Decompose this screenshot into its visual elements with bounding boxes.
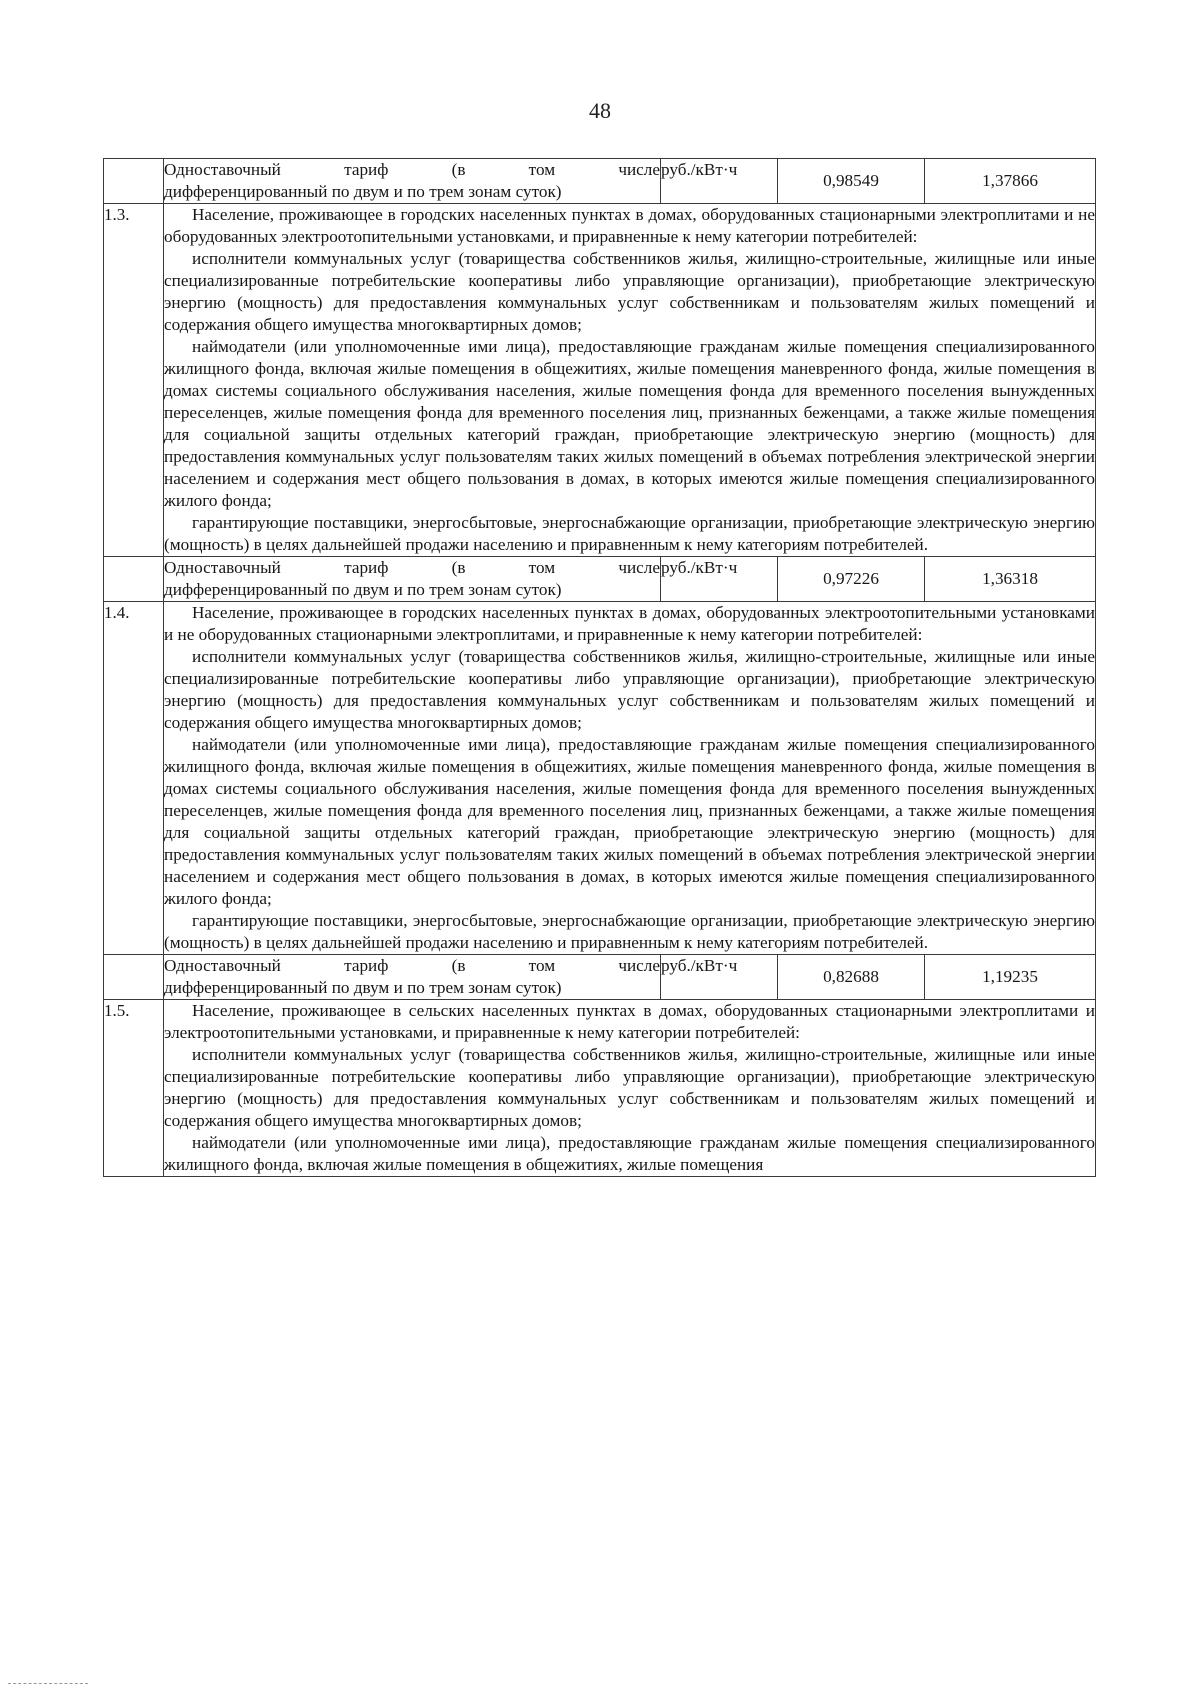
- word: Одноставочный: [164, 956, 281, 975]
- word: числе: [618, 956, 660, 975]
- value-cell: [778, 159, 925, 204]
- section-number: 1.3.: [104, 204, 164, 557]
- tariff-name-line2: дифференцированный по двум и по трем зонам суток): [164, 978, 562, 997]
- unit-cell: руб./кВт·ч: [661, 955, 778, 1000]
- tariff-name-line2: дифференцированный по двум и по трем зонам суток): [164, 182, 562, 201]
- value-cell: [778, 955, 925, 1000]
- section-row: [104, 204, 1096, 557]
- value: 0,97226: [823, 569, 879, 588]
- value: 0,82688: [823, 967, 879, 986]
- paragraph: Население, проживающее в городских населенных пунктах в домах, оборудованных электроотопительными установками и не оборудованных стационарными электроплитами, и приравненные к нему категории потребителей:: [164, 603, 1095, 644]
- value: 1,19235: [982, 967, 1038, 986]
- value: 1,37866: [982, 171, 1038, 190]
- unit-cell: руб./кВт·ч: [661, 159, 778, 204]
- word: (в: [451, 558, 466, 577]
- word: тариф: [344, 160, 389, 179]
- page-number: 48: [589, 98, 611, 123]
- number-cell-empty: [104, 955, 164, 1000]
- value-cell: [778, 557, 925, 602]
- paragraph: исполнители коммунальных услуг (товарищества собственников жилья, жилищно-строительные, жилищные или иные специализированные потребительские кооперативы либо управляющие организации), приобретающие электрическую энергию (мощность) для предоставления коммунальных услуг собственникам и пользователям жилых помещений и содержания общего имущества многоквартирных домов;: [164, 647, 1095, 732]
- section-description: [164, 602, 1096, 955]
- tariff-name-line1: [164, 955, 660, 977]
- word: тариф: [344, 558, 389, 577]
- tariff-row: [104, 159, 1096, 204]
- value-cell: [925, 557, 1096, 602]
- section-row: [104, 602, 1096, 955]
- value-cell: [925, 159, 1096, 204]
- tariff-row: [104, 557, 1096, 602]
- paragraph: наймодатели (или уполномоченные ими лица), предоставляющие гражданам жилые помещения специализированного жилищного фонда, включая жилые помещения в общежитиях, жилые помещения маневренного фонда, жилые помещения в домах системы социального обслуживания населения, жилые помещения фонда для временного поселения вынужденных переселенцев, жилые помещения фонда для временного поселения лиц, признанных беженцами, а также жилые помещения для социальной защиты отдельных категорий граждан, приобретающие электрическую энергию (мощность) для предоставления коммунальных услуг пользователям таких жилых помещений в объемах потребления электрической энергии населением и содержания мест общего пользования в домах, в которых имеются жилые помещения специализированного жилого фонда;: [164, 735, 1095, 908]
- word: числе: [618, 558, 660, 577]
- section-row: [104, 1000, 1096, 1177]
- paragraph: исполнители коммунальных услуг (товарищества собственников жилья, жилищно-строительные, жилищные или иные специализированные потребительские кооперативы либо управляющие организации), приобретающие электрическую энергию (мощность) для предоставления коммунальных услуг собственникам и пользователям жилых помещений и содержания общего имущества многоквартирных домов;: [164, 249, 1095, 334]
- word: (в: [451, 956, 466, 975]
- paragraph: наймодатели (или уполномоченные ими лица), предоставляющие гражданам жилые помещения специализированного жилищного фонда, включая жилые помещения в общежитиях, жилые помещения маневренного фонда, жилые помещения в домах системы социального обслуживания населения, жилые помещения фонда для временного поселения вынужденных переселенцев, жилые помещения фонда для временного поселения лиц, признанных беженцами, а также жилые помещения для социальной защиты отдельных категорий граждан, приобретающие электрическую энергию (мощность) для предоставления коммунальных услуг пользователям таких жилых помещений в объемах потребления электрической энергии населением и содержания мест общего пользования в домах, в которых имеются жилые помещения специализированного жилого фонда;: [164, 337, 1095, 510]
- section-description: [164, 204, 1096, 557]
- paragraph: наймодатели (или уполномоченные ими лица), предоставляющие гражданам жилые помещения специализированного жилищного фонда, включая жилые помещения в общежитиях, жилые помещения: [164, 1133, 1095, 1174]
- word: Одноставочный: [164, 160, 281, 179]
- section-number: 1.4.: [104, 602, 164, 955]
- word: том: [528, 160, 556, 179]
- value: 1,36318: [982, 569, 1038, 588]
- paragraph: гарантирующие поставщики, энергосбытовые, энергоснабжающие организации, приобретающие электрическую энергию (мощность) в целях дальнейшей продажи населению и приравненным к нему категориям потребителей.: [164, 911, 1095, 952]
- tariff-row: [104, 955, 1096, 1000]
- tariff-name-line1: [164, 557, 660, 579]
- tariff-name: [164, 955, 661, 1000]
- unit-cell: руб./кВт·ч: [661, 557, 778, 602]
- paragraph: исполнители коммунальных услуг (товарищества собственников жилья, жилищно-строительные, жилищные или иные специализированные потребительские кооперативы либо управляющие организации), приобретающие электрическую энергию (мощность) для предоставления коммунальных услуг собственникам и пользователям жилых помещений и содержания общего имущества многоквартирных домов;: [164, 1045, 1095, 1130]
- word: том: [528, 956, 556, 975]
- section-description: [164, 1000, 1096, 1177]
- scan-artifact-line: [8, 1683, 88, 1685]
- value-cell: [925, 955, 1096, 1000]
- paragraph: гарантирующие поставщики, энергосбытовые, энергоснабжающие организации, приобретающие электрическую энергию (мощность) в целях дальнейшей продажи населению и приравненным к нему категориям потребителей.: [164, 513, 1095, 554]
- number-cell-empty: [104, 159, 164, 204]
- section-number: 1.5.: [104, 1000, 164, 1177]
- word: тариф: [344, 956, 389, 975]
- tariff-name-line1: [164, 159, 660, 181]
- tariff-table: [103, 158, 1096, 1177]
- paragraph: Население, проживающее в сельских населенных пунктах в домах, оборудованных стационарными электроплитами и электроотопительными установками, и приравненные к нему категории потребителей:: [164, 1001, 1095, 1042]
- word: том: [528, 558, 556, 577]
- word: (в: [451, 160, 466, 179]
- tariff-name-line2: дифференцированный по двум и по трем зонам суток): [164, 580, 562, 599]
- tariff-name: [164, 159, 661, 204]
- word: Одноставочный: [164, 558, 281, 577]
- number-cell-empty: [104, 557, 164, 602]
- paragraph: Население, проживающее в городских населенных пунктах в домах, оборудованных стационарными электроплитами и не оборудованных электроотопительными установками, и приравненные к нему категории потребителей:: [164, 205, 1095, 246]
- tariff-name: [164, 557, 661, 602]
- value: 0,98549: [823, 171, 879, 190]
- word: числе: [618, 160, 660, 179]
